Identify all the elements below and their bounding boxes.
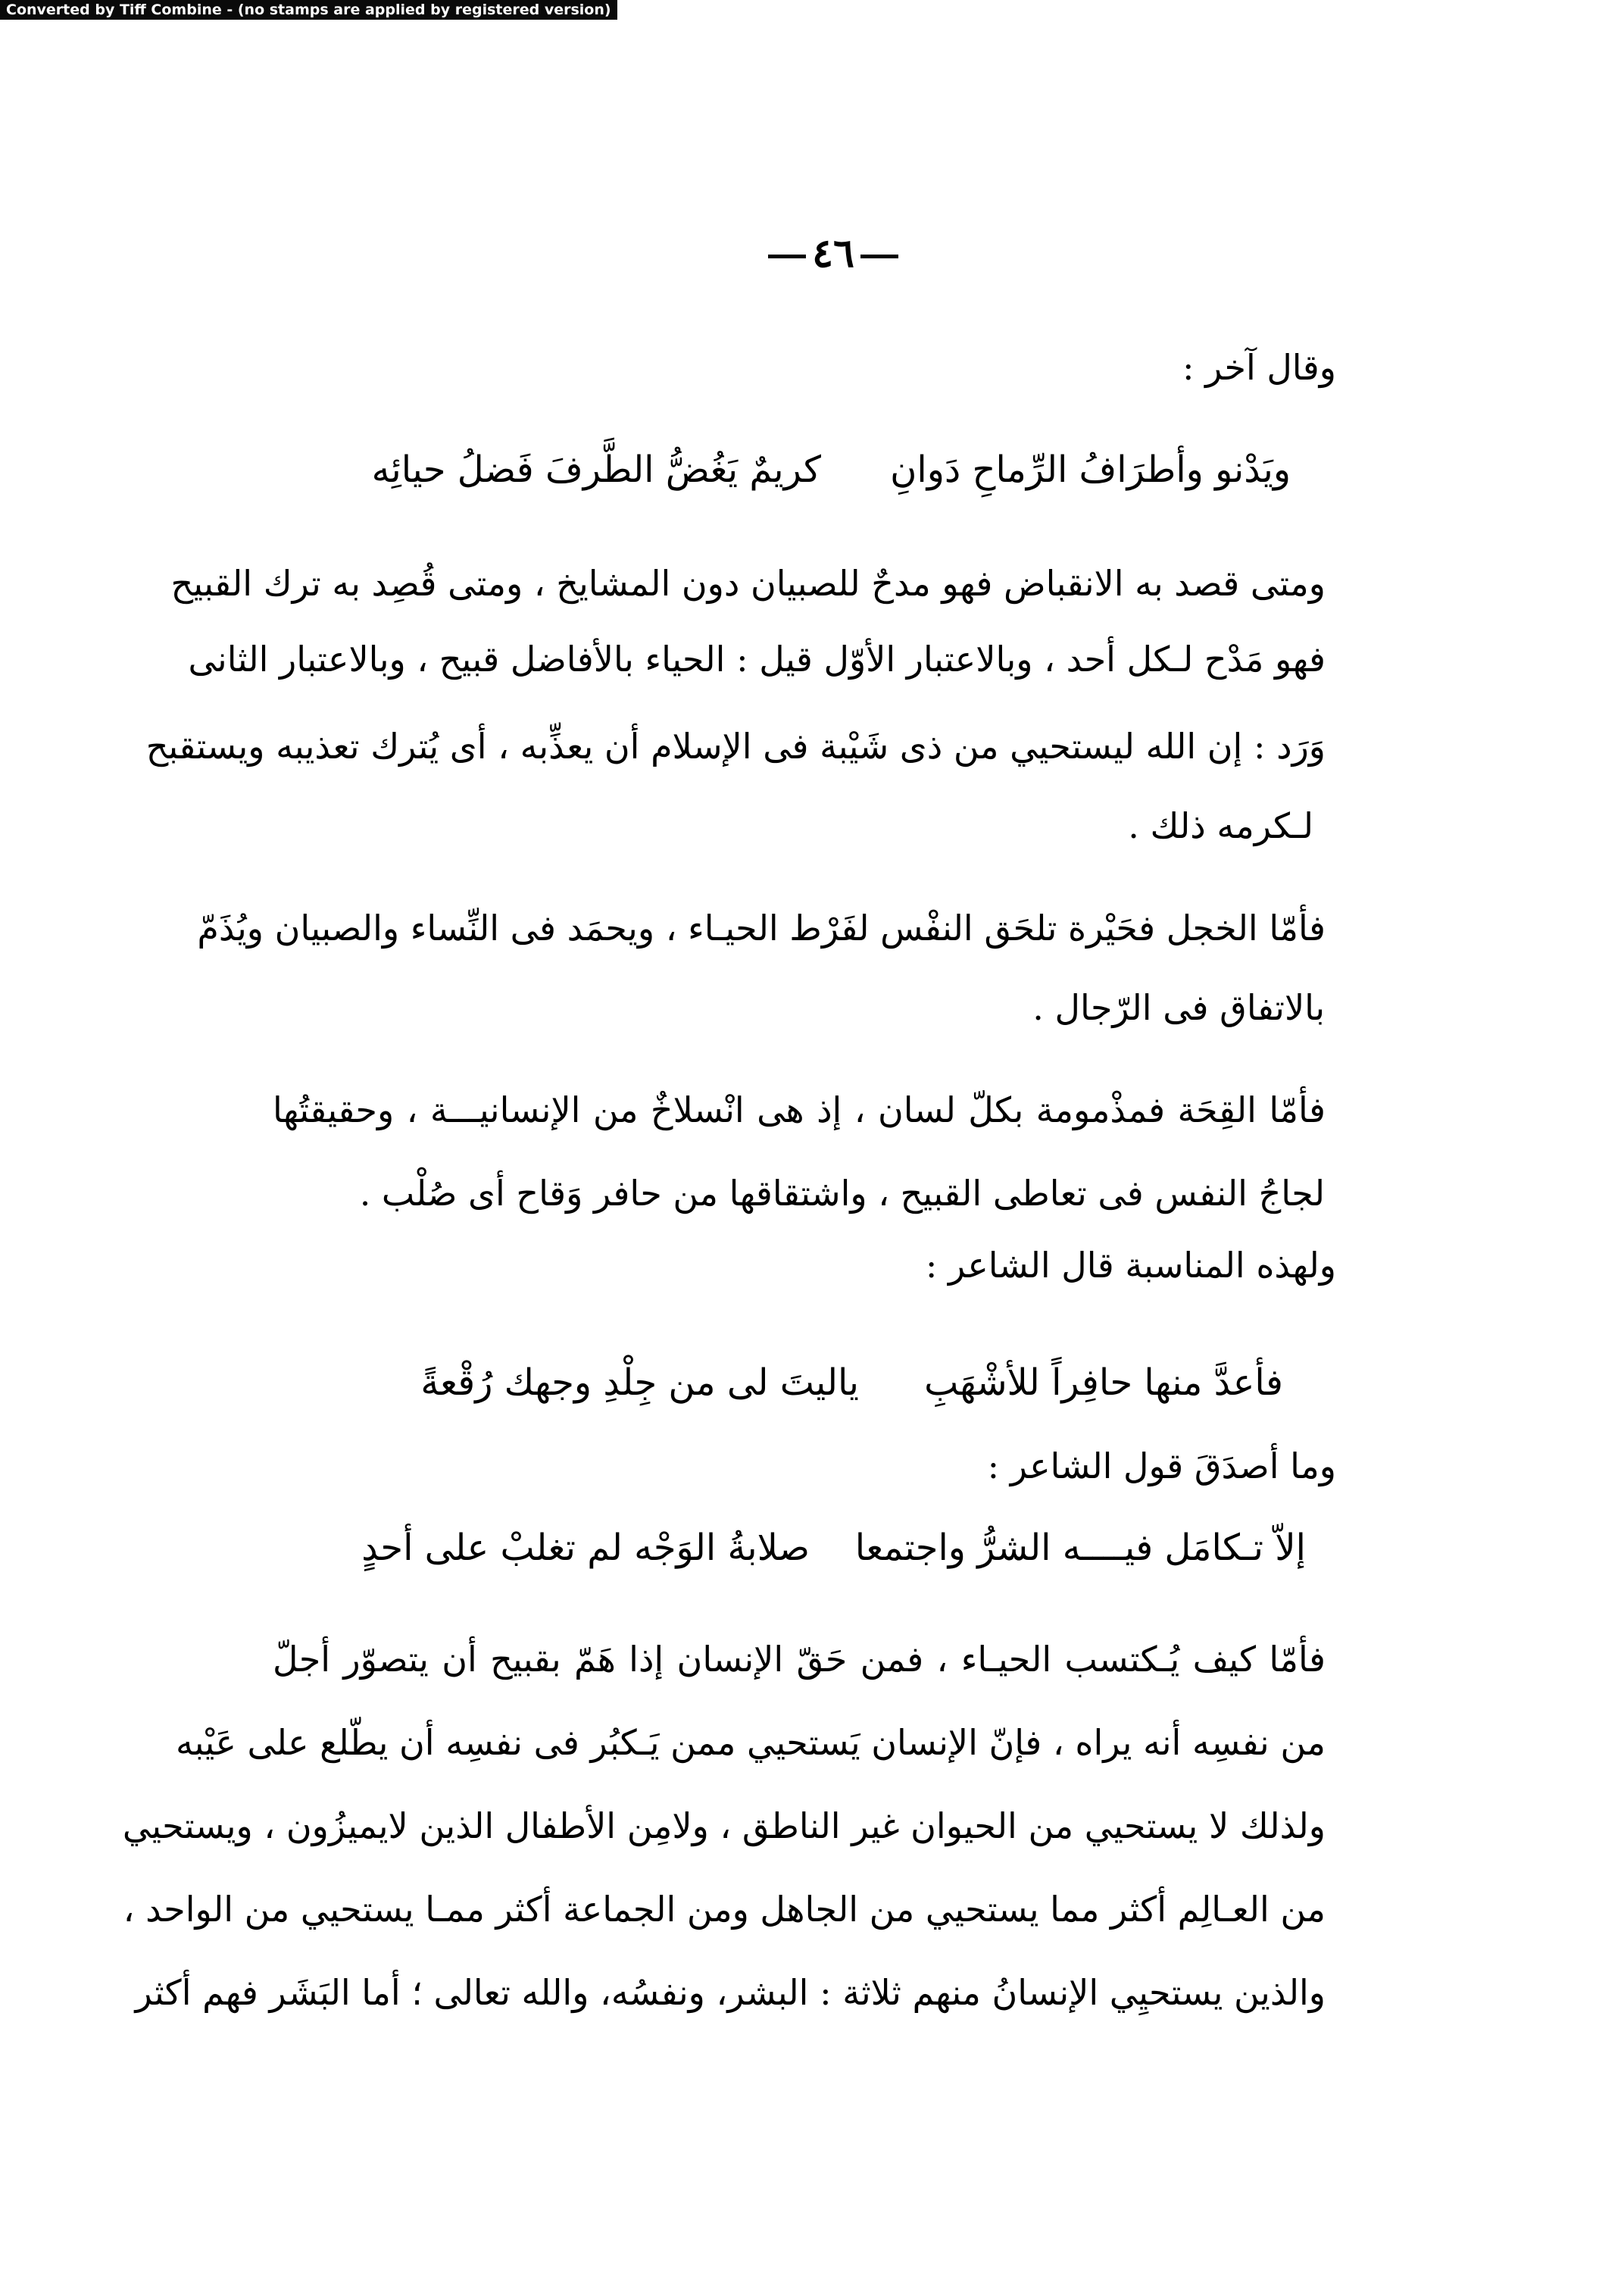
paragraph-line: من نفسِه أنه يراه ، فإنّ الإنسان يَستحيي ممن يَـكبُر فى نفسِه أن يطّلع على عَيْبه xyxy=(176,1722,1326,1763)
intro-line: ولهذه المناسبة قال الشاعر : xyxy=(925,1245,1336,1286)
paragraph-line: فأمّا كيف يُـكتسب الحيـاء ، فمن حَقّ الإنسان إذا هَمّ بقبيح أن يتصوّر أجلّ xyxy=(273,1639,1326,1680)
intro-line: وقال آخر : xyxy=(1182,347,1336,388)
paragraph-line: لجاجُ النفس فى تعاطى القبيح ، واشتقاقها من حافر وَقاح أى صُلْب . xyxy=(359,1173,1325,1214)
paragraph-line: من العـالِم أكثر مما يستحيي من الجاهل ومن الجماعة أكثر ممـا يستحيي من الواحد ، xyxy=(123,1889,1326,1930)
intro-line: وما أصدَقَ قول الشاعر : xyxy=(987,1446,1336,1486)
verse-hemistich: فأعدَّ منها حافِراً للأشْهَبِ xyxy=(924,1361,1283,1404)
page-number xyxy=(757,227,909,280)
paragraph-line: لـكرمه ذلك . xyxy=(1128,805,1313,846)
verse-hemistich: صلابةُ الوَجْه لم تغلبْ على أحدٍ xyxy=(361,1527,810,1569)
page-number-dash-left xyxy=(768,255,806,258)
paragraph-line: والذين يستحيِي الإنسانُ منهم ثلاثة : البشر، ونفسُه، والله تعالى ؛ أما البَشَر فهم أكثر xyxy=(135,1972,1326,2013)
paragraph-line: وَرَد : إن الله ليستحيي من ذى شَيْبة فى الإسلام أن يعذِّبه ، أى يُترك تعذيبه ويستقبح xyxy=(145,726,1326,767)
paragraph-line: فأمّا القِحَة فمذْمومة بكلّ لسان ، إذ هى انْسلاخٌ من الإنسانيـــة ، وحقيقتُها xyxy=(273,1089,1326,1130)
verse-hemistich: كريمٌ يَغُضُّ الطَّرفَ فَضلُ حيائِه xyxy=(371,449,821,491)
verse-hemistich: ويَدْنو وأطرَافُ الرِّماحِ دَوانِ xyxy=(890,449,1291,491)
paragraph-line: بالاتفاق فى الرّجال . xyxy=(1032,987,1325,1028)
verse-hemistich: إلاّ تـكامَل فيــــه الشرُّ واجتمعا xyxy=(854,1527,1306,1569)
verse-hemistich: ياليتَ لى من جِلْدِ وجهك رُقْعةً xyxy=(420,1361,859,1404)
paragraph-line: فأمّا الخجل فحَيْرة تلحَق النفْس لفَرْط الحيـاء ، ويحمَد فى النِّساء والصبيان ويُذَمّ xyxy=(197,908,1326,949)
page-number-dash-right xyxy=(860,255,898,258)
page-number-value: ٤٦ xyxy=(812,230,854,277)
paragraph-line: فهو مَدْح لـكل أحد ، وبالاعتبار الأوّل قيل : الحياء بالأفاضل قبيح ، وبالاعتبار الثانى xyxy=(188,639,1326,680)
paragraph-line: ولذلك لا يستحيي من الحيوان غير الناطق ، ولامِن الأطفال الذين لايميزُون ، ويستحيي xyxy=(122,1805,1326,1846)
paragraph-line: ومتى قصد به الانقباض فهو مدحٌ للصبيان دون المشايخ ، ومتى قُصِد به ترك القبيح xyxy=(170,563,1326,604)
converter-banner: Converted by Tiff Combine - (no stamps are applied by registered version) xyxy=(0,0,617,20)
